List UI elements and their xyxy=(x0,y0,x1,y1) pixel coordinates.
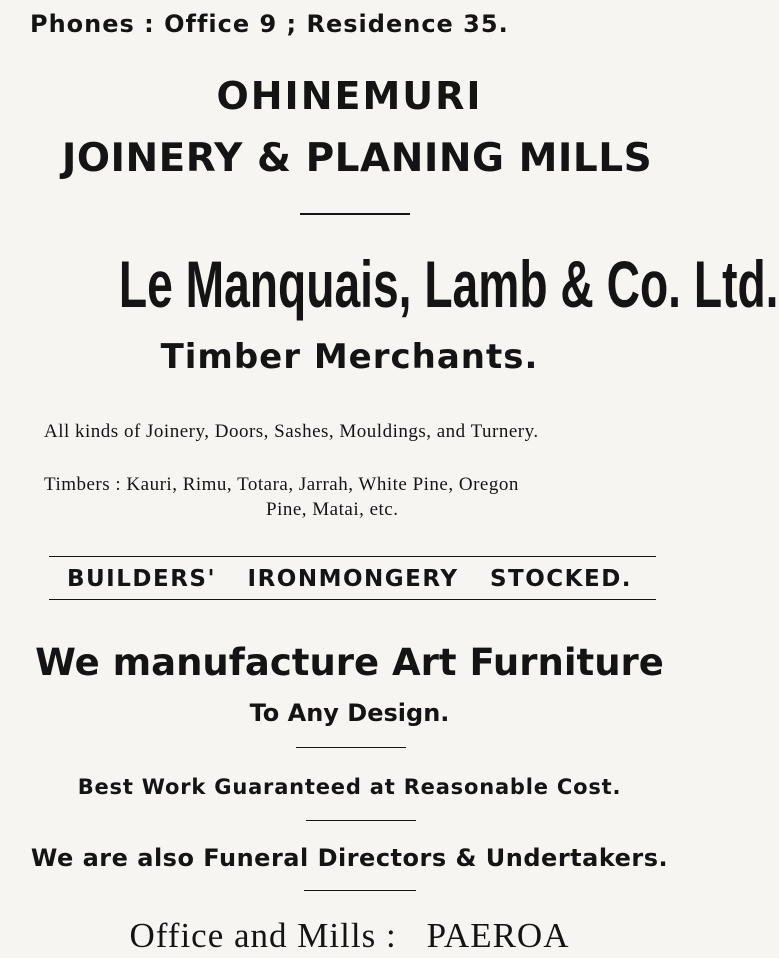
funeral-line: We are also Funeral Directors & Undertakers. xyxy=(30,844,669,872)
company-subtitle: JOINERY & PLANING MILLS xyxy=(61,136,653,181)
divider-rule xyxy=(49,556,656,557)
divider-rule xyxy=(300,213,410,215)
timbers-line-2: Pine, Matai, etc. xyxy=(266,499,399,520)
divider-rule xyxy=(49,599,656,600)
divider-rule xyxy=(296,747,406,748)
furniture-subline: To Any Design. xyxy=(249,699,450,727)
office-address xyxy=(0,914,699,958)
firm-name: Le Manquais, Lamb & Co. Ltd. xyxy=(118,247,779,321)
guarantee-line: Best Work Guaranteed at Reasonable Cost. xyxy=(77,775,622,799)
ironmongery-banner: BUILDERS' IRONMONGERY STOCKED. xyxy=(66,566,633,592)
timbers-line-1: Timbers : Kauri, Rimu, Totara, Jarrah, White Pine, Oregon xyxy=(44,474,519,495)
joinery-products: All kinds of Joinery, Doors, Sashes, Mouldings, and Turnery. xyxy=(44,421,539,442)
company-name: OHINEMURI xyxy=(216,74,483,118)
firm-trade: Timber Merchants. xyxy=(160,337,539,377)
phones-line: Phones : Office 9 ; Residence 35. xyxy=(30,10,509,38)
divider-rule xyxy=(306,820,416,821)
office-location: PAEROA xyxy=(426,916,570,955)
furniture-headline: We manufacture Art Furniture xyxy=(35,641,664,684)
office-label: Office and Mills : xyxy=(129,916,397,955)
divider-rule xyxy=(304,890,416,891)
